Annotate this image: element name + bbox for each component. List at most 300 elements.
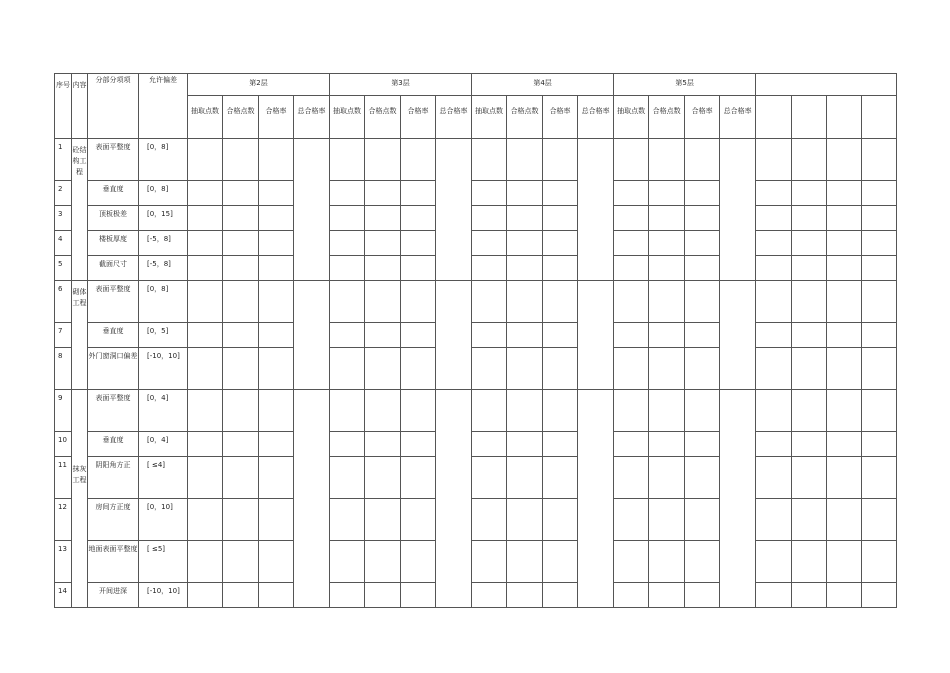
- data-cell[interactable]: [401, 348, 436, 390]
- data-cell[interactable]: [88, 499, 139, 541]
- total-rate-cell[interactable]: [720, 390, 756, 608]
- data-cell[interactable]: [792, 323, 827, 348]
- data-cell[interactable]: [543, 206, 578, 231]
- data-cell[interactable]: [756, 499, 792, 541]
- data-cell[interactable]: [223, 348, 259, 390]
- data-cell[interactable]: [188, 583, 223, 608]
- data-cell[interactable]: [401, 432, 436, 457]
- data-cell[interactable]: [88, 541, 139, 583]
- data-cell[interactable]: [685, 231, 720, 256]
- data-cell[interactable]: [685, 432, 720, 457]
- data-cell[interactable]: [188, 96, 223, 139]
- data-cell[interactable]: [365, 256, 401, 281]
- data-cell[interactable]: [330, 256, 365, 281]
- data-cell[interactable]: [139, 139, 188, 181]
- data-cell[interactable]: [55, 181, 72, 206]
- data-cell[interactable]: [259, 96, 294, 139]
- data-cell[interactable]: [507, 96, 543, 139]
- row-number: 10: [58, 436, 67, 444]
- data-cell[interactable]: [756, 348, 792, 390]
- data-cell[interactable]: [365, 139, 401, 181]
- data-cell[interactable]: [139, 181, 188, 206]
- data-cell[interactable]: [88, 323, 139, 348]
- data-cell[interactable]: [139, 348, 188, 390]
- data-cell[interactable]: [827, 390, 862, 432]
- data-cell[interactable]: [188, 499, 223, 541]
- data-cell[interactable]: [401, 323, 436, 348]
- data-cell[interactable]: [330, 181, 365, 206]
- data-cell[interactable]: [223, 390, 259, 432]
- data-cell[interactable]: [614, 206, 649, 231]
- data-cell[interactable]: [649, 231, 685, 256]
- data-cell[interactable]: [472, 231, 507, 256]
- data-cell[interactable]: [543, 96, 578, 139]
- data-cell[interactable]: [330, 206, 365, 231]
- data-cell[interactable]: [88, 583, 139, 608]
- data-cell[interactable]: [88, 390, 139, 432]
- data-cell[interactable]: [862, 206, 897, 231]
- data-cell[interactable]: [792, 390, 827, 432]
- data-cell[interactable]: [330, 499, 365, 541]
- data-cell[interactable]: [649, 323, 685, 348]
- data-cell[interactable]: [223, 583, 259, 608]
- data-cell[interactable]: [330, 457, 365, 499]
- seq-header: 序号: [55, 74, 72, 139]
- content-header: 内容: [72, 74, 88, 139]
- data-cell[interactable]: [685, 499, 720, 541]
- data-cell[interactable]: [55, 206, 72, 231]
- total-rate-cell[interactable]: [720, 139, 756, 281]
- data-cell[interactable]: [365, 323, 401, 348]
- data-cell[interactable]: [685, 457, 720, 499]
- data-cell[interactable]: [614, 541, 649, 583]
- data-cell[interactable]: [330, 541, 365, 583]
- data-cell[interactable]: [649, 432, 685, 457]
- data-cell[interactable]: [543, 139, 578, 181]
- data-cell[interactable]: [862, 348, 897, 390]
- data-cell[interactable]: [259, 181, 294, 206]
- data-cell[interactable]: [543, 348, 578, 390]
- data-cell[interactable]: [827, 323, 862, 348]
- data-cell[interactable]: [401, 281, 436, 323]
- data-cell[interactable]: [862, 541, 897, 583]
- data-cell[interactable]: [756, 390, 792, 432]
- data-cell[interactable]: [139, 499, 188, 541]
- data-cell[interactable]: [139, 432, 188, 457]
- data-cell[interactable]: [862, 432, 897, 457]
- total-rate-cell[interactable]: [436, 281, 472, 390]
- data-cell[interactable]: [756, 139, 792, 181]
- data-cell[interactable]: [365, 390, 401, 432]
- data-cell[interactable]: [507, 583, 543, 608]
- item-name: 阴阳角方正: [95, 461, 131, 469]
- data-cell[interactable]: [649, 499, 685, 541]
- data-cell[interactable]: [614, 432, 649, 457]
- data-cell[interactable]: [365, 583, 401, 608]
- data-cell[interactable]: [330, 432, 365, 457]
- total-rate-cell[interactable]: [294, 139, 330, 281]
- data-cell[interactable]: [792, 348, 827, 390]
- data-cell[interactable]: [330, 583, 365, 608]
- data-cell[interactable]: [792, 457, 827, 499]
- data-cell[interactable]: [543, 390, 578, 432]
- data-cell[interactable]: [139, 583, 188, 608]
- data-cell[interactable]: [55, 390, 72, 432]
- data-cell[interactable]: [223, 457, 259, 499]
- data-cell[interactable]: [827, 457, 862, 499]
- table-row: [55, 206, 897, 231]
- data-cell[interactable]: [259, 323, 294, 348]
- data-cell[interactable]: [259, 139, 294, 181]
- data-cell[interactable]: [756, 457, 792, 499]
- data-cell[interactable]: [507, 348, 543, 390]
- data-cell[interactable]: [685, 583, 720, 608]
- data-cell[interactable]: [259, 432, 294, 457]
- data-cell[interactable]: [792, 281, 827, 323]
- data-cell[interactable]: [139, 323, 188, 348]
- data-cell[interactable]: [792, 139, 827, 181]
- data-cell[interactable]: [756, 206, 792, 231]
- data-cell[interactable]: [578, 96, 614, 139]
- data-cell[interactable]: [139, 541, 188, 583]
- data-cell[interactable]: [649, 139, 685, 181]
- data-cell[interactable]: [543, 256, 578, 281]
- data-cell[interactable]: [472, 348, 507, 390]
- data-cell[interactable]: [862, 231, 897, 256]
- data-cell[interactable]: [543, 181, 578, 206]
- data-cell[interactable]: [259, 499, 294, 541]
- data-cell[interactable]: [88, 256, 139, 281]
- data-cell[interactable]: [139, 206, 188, 231]
- data-cell[interactable]: [365, 432, 401, 457]
- data-cell[interactable]: [401, 499, 436, 541]
- data-cell[interactable]: [55, 541, 72, 583]
- data-cell[interactable]: [543, 541, 578, 583]
- data-cell[interactable]: [827, 348, 862, 390]
- data-cell[interactable]: [472, 256, 507, 281]
- data-cell[interactable]: [756, 583, 792, 608]
- data-cell[interactable]: [259, 231, 294, 256]
- data-cell[interactable]: [649, 281, 685, 323]
- data-cell[interactable]: [223, 231, 259, 256]
- data-cell[interactable]: [472, 390, 507, 432]
- data-cell[interactable]: [543, 457, 578, 499]
- data-cell[interactable]: [139, 256, 188, 281]
- data-cell[interactable]: [188, 432, 223, 457]
- data-cell[interactable]: [55, 139, 72, 181]
- data-cell[interactable]: [862, 499, 897, 541]
- data-cell[interactable]: [223, 499, 259, 541]
- data-cell[interactable]: [649, 583, 685, 608]
- data-cell[interactable]: [862, 390, 897, 432]
- data-cell[interactable]: [649, 181, 685, 206]
- data-cell[interactable]: [756, 541, 792, 583]
- data-cell[interactable]: [88, 139, 139, 181]
- data-cell[interactable]: [223, 256, 259, 281]
- data-cell[interactable]: [614, 231, 649, 256]
- data-cell[interactable]: [365, 96, 401, 139]
- data-cell[interactable]: [827, 231, 862, 256]
- data-cell[interactable]: [188, 390, 223, 432]
- data-cell[interactable]: [507, 181, 543, 206]
- data-cell[interactable]: [188, 541, 223, 583]
- data-cell[interactable]: [685, 323, 720, 348]
- data-cell[interactable]: [401, 96, 436, 139]
- data-cell[interactable]: [649, 96, 685, 139]
- data-cell[interactable]: [223, 432, 259, 457]
- data-cell[interactable]: [649, 206, 685, 231]
- data-cell[interactable]: [330, 96, 365, 139]
- data-cell[interactable]: [862, 256, 897, 281]
- data-cell[interactable]: [827, 583, 862, 608]
- data-cell[interactable]: [792, 206, 827, 231]
- data-cell[interactable]: [365, 499, 401, 541]
- data-cell[interactable]: [259, 541, 294, 583]
- data-cell[interactable]: [862, 139, 897, 181]
- total-rate-cell[interactable]: [294, 390, 330, 608]
- data-cell[interactable]: [543, 583, 578, 608]
- data-cell[interactable]: [472, 499, 507, 541]
- data-cell[interactable]: [139, 457, 188, 499]
- data-cell[interactable]: [330, 139, 365, 181]
- data-cell[interactable]: [401, 256, 436, 281]
- data-cell[interactable]: [792, 432, 827, 457]
- data-cell[interactable]: [543, 281, 578, 323]
- data-cell[interactable]: [507, 281, 543, 323]
- data-cell[interactable]: [685, 256, 720, 281]
- data-cell[interactable]: [507, 206, 543, 231]
- data-cell[interactable]: [365, 206, 401, 231]
- data-cell[interactable]: [792, 231, 827, 256]
- data-cell[interactable]: [649, 256, 685, 281]
- data-cell[interactable]: [827, 281, 862, 323]
- data-cell[interactable]: [614, 499, 649, 541]
- data-cell[interactable]: [685, 390, 720, 432]
- data-cell[interactable]: [792, 499, 827, 541]
- data-cell[interactable]: [827, 499, 862, 541]
- data-cell[interactable]: [88, 457, 139, 499]
- data-cell[interactable]: [685, 139, 720, 181]
- data-cell[interactable]: [827, 541, 862, 583]
- item-name: 垂直度: [102, 185, 124, 193]
- data-cell[interactable]: [472, 432, 507, 457]
- data-cell[interactable]: [139, 390, 188, 432]
- data-cell[interactable]: [259, 348, 294, 390]
- data-cell[interactable]: [614, 348, 649, 390]
- data-cell[interactable]: [401, 457, 436, 499]
- data-cell[interactable]: [614, 583, 649, 608]
- data-cell[interactable]: [507, 499, 543, 541]
- data-cell[interactable]: [862, 181, 897, 206]
- data-cell[interactable]: [685, 96, 720, 139]
- data-cell[interactable]: [365, 281, 401, 323]
- data-cell[interactable]: [188, 206, 223, 231]
- data-cell[interactable]: [330, 390, 365, 432]
- data-cell[interactable]: [259, 281, 294, 323]
- data-cell[interactable]: [188, 457, 223, 499]
- data-cell[interactable]: [55, 256, 72, 281]
- data-cell[interactable]: [330, 348, 365, 390]
- data-cell[interactable]: [649, 541, 685, 583]
- data-cell[interactable]: [756, 323, 792, 348]
- data-cell[interactable]: [649, 457, 685, 499]
- data-cell[interactable]: [507, 323, 543, 348]
- data-cell[interactable]: [614, 96, 649, 139]
- data-cell[interactable]: [401, 541, 436, 583]
- data-cell[interactable]: [543, 499, 578, 541]
- data-cell[interactable]: [685, 181, 720, 206]
- data-cell[interactable]: [827, 206, 862, 231]
- data-cell[interactable]: [472, 281, 507, 323]
- data-cell[interactable]: [472, 181, 507, 206]
- data-cell[interactable]: [756, 281, 792, 323]
- data-cell[interactable]: [862, 323, 897, 348]
- data-cell[interactable]: [55, 583, 72, 608]
- data-cell[interactable]: [330, 281, 365, 323]
- data-cell[interactable]: [139, 281, 188, 323]
- data-cell[interactable]: [614, 323, 649, 348]
- data-cell[interactable]: [614, 390, 649, 432]
- total-rate-cell[interactable]: [578, 139, 614, 281]
- data-cell[interactable]: [223, 96, 259, 139]
- data-cell[interactable]: [330, 323, 365, 348]
- data-cell[interactable]: [827, 181, 862, 206]
- data-cell[interactable]: [472, 96, 507, 139]
- data-cell[interactable]: [720, 96, 756, 139]
- data-cell[interactable]: [188, 181, 223, 206]
- data-cell[interactable]: [55, 457, 72, 499]
- data-cell[interactable]: [543, 432, 578, 457]
- total-rate-cell[interactable]: [578, 281, 614, 390]
- data-cell[interactable]: [365, 348, 401, 390]
- data-cell[interactable]: [88, 231, 139, 256]
- data-cell[interactable]: [55, 432, 72, 457]
- data-cell[interactable]: [188, 139, 223, 181]
- data-cell[interactable]: [259, 256, 294, 281]
- data-cell[interactable]: [862, 457, 897, 499]
- data-cell[interactable]: [294, 96, 330, 139]
- data-cell[interactable]: [472, 323, 507, 348]
- data-cell[interactable]: [792, 541, 827, 583]
- data-cell[interactable]: [401, 231, 436, 256]
- data-cell[interactable]: [365, 457, 401, 499]
- data-cell[interactable]: [259, 457, 294, 499]
- data-cell[interactable]: [188, 348, 223, 390]
- data-cell[interactable]: [365, 231, 401, 256]
- data-cell[interactable]: [259, 583, 294, 608]
- data-cell[interactable]: [862, 583, 897, 608]
- data-cell[interactable]: [259, 206, 294, 231]
- data-cell[interactable]: [365, 541, 401, 583]
- data-cell[interactable]: [543, 323, 578, 348]
- data-cell[interactable]: [472, 583, 507, 608]
- data-cell[interactable]: [259, 390, 294, 432]
- data-cell[interactable]: [685, 541, 720, 583]
- data-cell[interactable]: [507, 432, 543, 457]
- data-cell[interactable]: [685, 206, 720, 231]
- data-cell[interactable]: [139, 231, 188, 256]
- data-cell[interactable]: [472, 206, 507, 231]
- data-cell[interactable]: [792, 181, 827, 206]
- data-cell[interactable]: [401, 206, 436, 231]
- data-cell[interactable]: [614, 457, 649, 499]
- data-cell[interactable]: [614, 256, 649, 281]
- data-cell[interactable]: [472, 139, 507, 181]
- data-cell[interactable]: [330, 231, 365, 256]
- data-cell[interactable]: [862, 281, 897, 323]
- data-cell[interactable]: [507, 390, 543, 432]
- data-cell[interactable]: [614, 281, 649, 323]
- data-cell[interactable]: [55, 323, 72, 348]
- data-cell[interactable]: [401, 390, 436, 432]
- data-cell[interactable]: [223, 323, 259, 348]
- data-cell[interactable]: [685, 348, 720, 390]
- data-cell[interactable]: [507, 231, 543, 256]
- data-cell[interactable]: [614, 181, 649, 206]
- data-cell[interactable]: [827, 256, 862, 281]
- data-cell[interactable]: [507, 256, 543, 281]
- data-cell[interactable]: [756, 231, 792, 256]
- data-cell[interactable]: [88, 206, 139, 231]
- data-cell[interactable]: [88, 281, 139, 323]
- data-cell[interactable]: [188, 323, 223, 348]
- data-cell[interactable]: [223, 206, 259, 231]
- data-cell[interactable]: [188, 231, 223, 256]
- total-rate-cell[interactable]: [294, 281, 330, 390]
- total-rate-cell[interactable]: [720, 281, 756, 390]
- data-cell[interactable]: [88, 348, 139, 390]
- data-cell[interactable]: [507, 541, 543, 583]
- data-cell[interactable]: [827, 432, 862, 457]
- data-cell[interactable]: [614, 139, 649, 181]
- data-cell[interactable]: [55, 499, 72, 541]
- data-cell[interactable]: [756, 256, 792, 281]
- data-cell[interactable]: [55, 348, 72, 390]
- data-cell[interactable]: [188, 256, 223, 281]
- total-rate-cell[interactable]: [578, 390, 614, 608]
- data-cell[interactable]: [472, 457, 507, 499]
- data-cell[interactable]: [685, 281, 720, 323]
- data-cell[interactable]: [55, 231, 72, 256]
- data-cell[interactable]: [792, 583, 827, 608]
- data-cell[interactable]: [401, 139, 436, 181]
- data-cell[interactable]: [223, 281, 259, 323]
- data-cell[interactable]: [223, 181, 259, 206]
- data-cell[interactable]: [472, 541, 507, 583]
- data-cell[interactable]: [401, 583, 436, 608]
- data-cell[interactable]: [223, 541, 259, 583]
- data-cell[interactable]: [55, 281, 72, 323]
- data-cell[interactable]: [88, 181, 139, 206]
- data-cell[interactable]: [365, 181, 401, 206]
- total-rate-cell[interactable]: [436, 139, 472, 281]
- data-cell[interactable]: [649, 390, 685, 432]
- data-cell[interactable]: [88, 432, 139, 457]
- data-cell[interactable]: [223, 139, 259, 181]
- data-cell[interactable]: [649, 348, 685, 390]
- total-rate-cell[interactable]: [436, 390, 472, 608]
- data-cell[interactable]: [756, 181, 792, 206]
- data-cell[interactable]: [507, 139, 543, 181]
- data-cell[interactable]: [188, 281, 223, 323]
- data-cell[interactable]: [436, 96, 472, 139]
- data-cell[interactable]: [507, 457, 543, 499]
- data-cell[interactable]: [543, 231, 578, 256]
- data-cell[interactable]: [756, 432, 792, 457]
- data-cell[interactable]: [827, 139, 862, 181]
- data-cell[interactable]: [401, 181, 436, 206]
- data-cell[interactable]: [792, 256, 827, 281]
